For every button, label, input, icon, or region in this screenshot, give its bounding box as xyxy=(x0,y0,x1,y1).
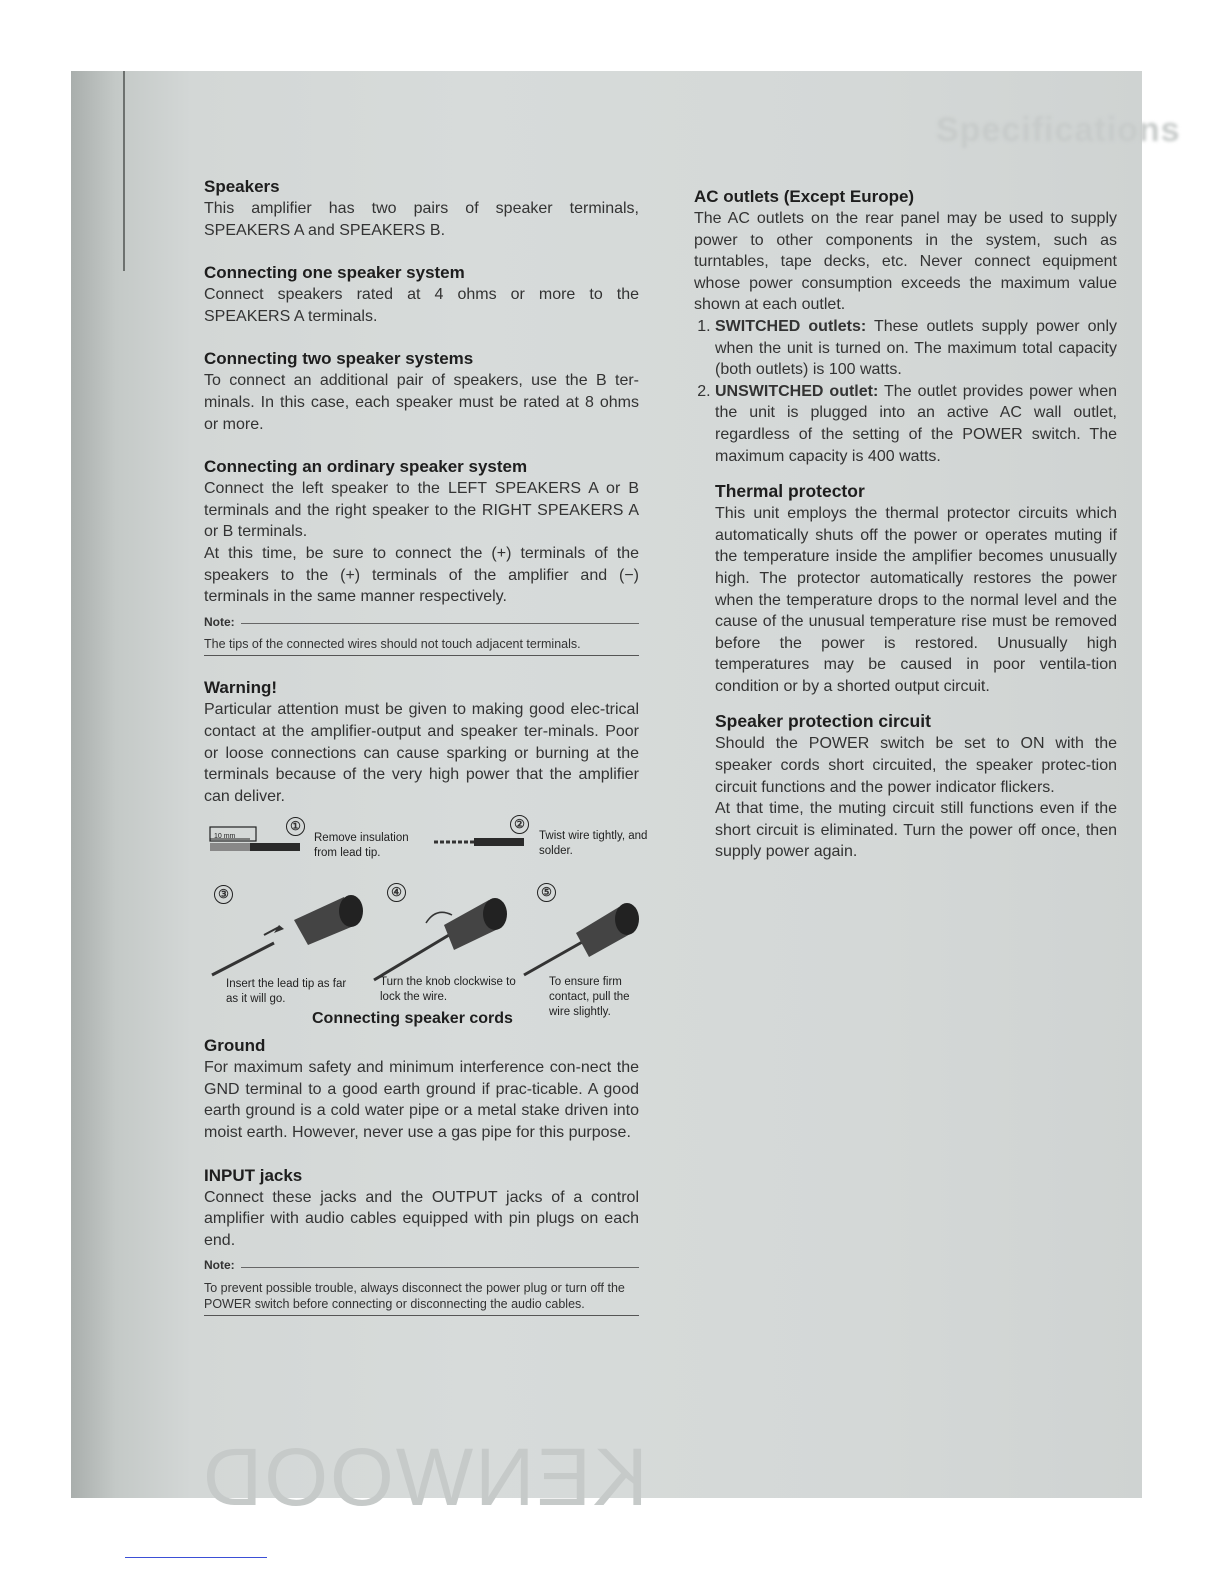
two-systems-heading: Connecting two speaker systems xyxy=(204,349,474,369)
step2-text: Twist wire tightly, and solder. xyxy=(539,830,648,858)
step4-text: Turn the knob clockwise to lock the wire. xyxy=(380,976,516,1004)
left-column xyxy=(204,176,648,1316)
diagram-caption: Connecting speaker cords xyxy=(312,1010,513,1028)
two-systems-body: To connect an additional pair of speakers, use the B ter-minals. In this case, each speaker must be rated at 8 ohms or more. xyxy=(204,372,639,433)
ordinary-system-body-2: At this time, be sure to connect the (+) terminals of the speakers to the (+) terminals of the amplifier and (−) terminals in the same manner respectively. xyxy=(204,544,639,606)
note-label: Note: xyxy=(204,1258,235,1273)
note-text-terminals: The tips of the connected wires should not touch adjacent terminals. xyxy=(204,637,581,652)
step3-text: Insert the lead tip as far as it will go. xyxy=(226,978,347,1006)
speaker-protection-body-2: At that time, the muting circuit still functions even if the short circuit is eliminated. Turn the power off once, then supply power again. xyxy=(715,800,1117,861)
ruler-label: 10 mm xyxy=(214,833,236,841)
ground-body: For maximum safety and minimum interference con-nect the GND terminal to a good earth ground if prac-ticable. A good earth ground is a cold water pipe or a metal stake driven into moist earth. However, never use a gas pipe for this purpose. xyxy=(204,1059,639,1142)
thermal-protector-body: This unit employs the thermal protector circuits which automatically shuts off the power or operates muting if the temperature inside the amplifier becomes unusually high. The protector automatically restores the power when the temperature drops to the normal level and the cause of the unusual temperature rise must be removed before the power is restored. Unusually high temperatures may be caused in poor ventila-tion condition or by a shorted output circuit. xyxy=(715,505,1117,695)
step5-terminal-drawing xyxy=(524,903,639,975)
show-through-logo: KENWOOD xyxy=(201,1432,648,1523)
ground-heading: Ground xyxy=(204,1036,266,1056)
footer-underline xyxy=(125,1557,267,1558)
step4-terminal-drawing xyxy=(374,898,507,980)
step5-number: ⑤ xyxy=(537,883,556,902)
ac-outlets-list xyxy=(694,316,1117,467)
note-box-terminals xyxy=(204,612,639,657)
step5-text: To ensure firm contact, pull the wire slightly. xyxy=(549,976,630,1019)
speaker-cord-diagram xyxy=(204,815,648,1035)
page-fold-line xyxy=(123,71,125,271)
switched-label: SWITCHED outlets: xyxy=(715,317,867,335)
one-system-body: Connect speakers rated at 4 ohms or more to the SPEAKERS A terminals. xyxy=(204,286,639,325)
step2-wire-drawing xyxy=(434,838,524,846)
ordinary-system-body-1: Connect the left speaker to the LEFT SPEAKERS A or B terminals and the right speaker to the RIGHT SPEAKERS A or B terminals. xyxy=(204,480,639,541)
one-system-heading: Connecting one speaker system xyxy=(204,263,465,283)
step1-number: ① xyxy=(286,817,305,836)
warning-body: Particular attention must be given to making good elec-trical contact at the amplifier-output and speaker ter-minals. Poor or loose connections can cause sparking or burning at the terminals because of the very high power that the amplifier can deliver. xyxy=(204,701,639,805)
switched-text: These outlets supply power only when the unit is turned on. The maximum total capacity (both outlets) is 100 watts. xyxy=(715,317,1117,379)
ordinary-system-heading: Connecting an ordinary speaker system xyxy=(204,457,528,477)
step2-number: ② xyxy=(510,815,529,834)
speakers-heading: Speakers xyxy=(204,177,280,196)
input-jacks-body: Connect these jacks and the OUTPUT jacks of a control amplifier with audio cables equipped with pin plugs on each end. xyxy=(204,1188,639,1249)
speakers-body: This amplifier has two pairs of speaker terminals, SPEAKERS A and SPEAKERS B. xyxy=(204,200,639,239)
speaker-protection-heading: Speaker protection circuit xyxy=(715,711,931,732)
note-text-power: To prevent possible trouble, always disconnect the power plug or turn off the POWER switch before connecting or disconnecting the audio cables. xyxy=(204,1281,625,1312)
step3-number: ③ xyxy=(214,885,233,904)
unswitched-text: The outlet provides power when the unit is plugged into an active AC wall outlet, regardless of the setting of the POWER switch. The maximum capacity is 400 watts. xyxy=(715,382,1117,465)
thermal-protector-heading: Thermal protector xyxy=(715,481,865,502)
show-through-heading: Specifications xyxy=(936,111,1181,149)
manual-page xyxy=(71,71,1181,1523)
unswitched-label: UNSWITCHED outlet: xyxy=(715,382,879,400)
input-jacks-heading: INPUT jacks xyxy=(204,1165,303,1185)
step3-terminal-drawing xyxy=(212,895,363,975)
ac-outlets-body: The AC outlets on the rear panel may be used to supply power to other components in the system, such as turntables, tape decks, etc. Never connect equipment whose power consumption exceeds the maximum value shown at each outlet. xyxy=(694,210,1117,314)
list-item xyxy=(715,381,1117,467)
list-item xyxy=(715,316,1117,381)
warning-heading: Warning! xyxy=(204,678,278,698)
right-column xyxy=(694,186,1117,863)
note-box-power xyxy=(204,1255,639,1316)
step4-number: ④ xyxy=(387,883,406,902)
note-label: Note: xyxy=(204,614,235,629)
ac-outlets-heading: AC outlets (Except Europe) xyxy=(694,187,915,206)
speaker-protection-body-1: Should the POWER switch be set to ON with the speaker cords short circuited, the speaker protec-tion circuit functions and the power indicator flickers. xyxy=(715,735,1117,796)
step1-text: Remove insulation from lead tip. xyxy=(314,832,409,860)
